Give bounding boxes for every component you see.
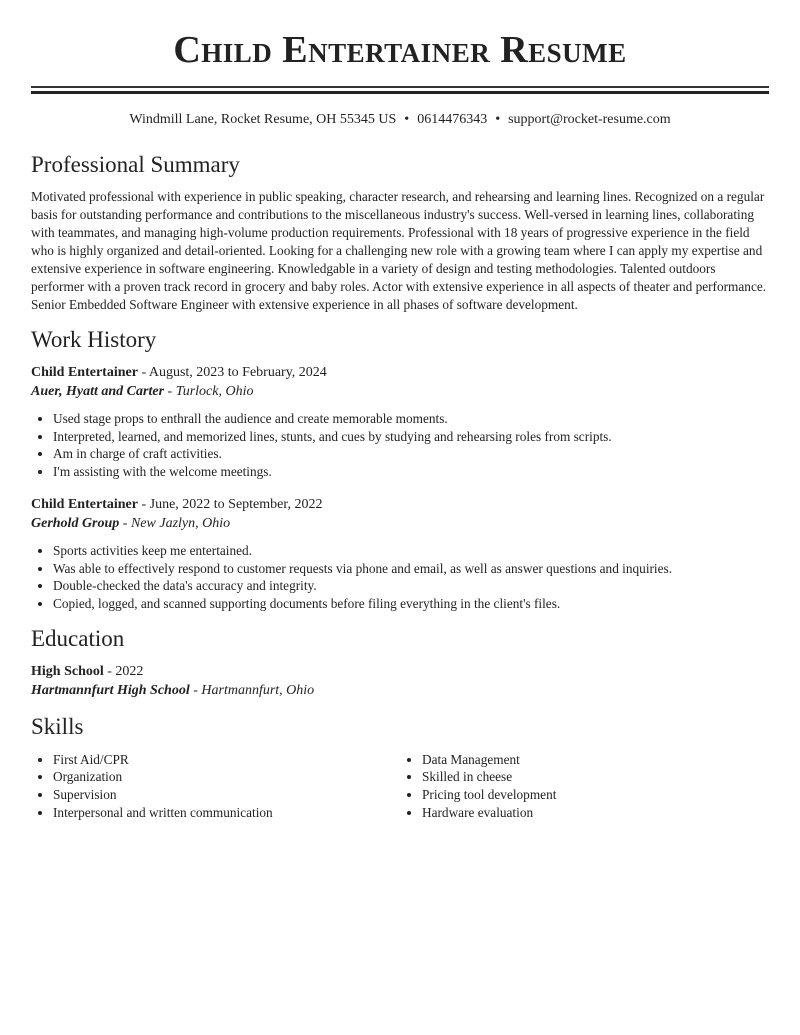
phone: 0614476343	[417, 112, 488, 127]
company-name: Gerhold Group	[31, 515, 120, 531]
education-heading: Education	[31, 625, 125, 651]
separator: •	[404, 112, 410, 127]
skills-right	[400, 751, 769, 822]
education-entry	[31, 663, 769, 701]
list-item: • Am in charge of craft activities.	[53, 445, 769, 463]
list-item: • Skilled in cheese	[422, 768, 769, 786]
list-item: • Hardware evaluation	[422, 804, 769, 822]
skills-heading: Skills	[31, 713, 84, 739]
job-bullets	[31, 542, 769, 613]
divider	[31, 91, 769, 94]
list-item: • First Aid/CPR	[53, 751, 400, 769]
address: Windmill Lane, Rocket Resume, OH 55345 US	[129, 112, 397, 127]
summary-heading: Professional Summary	[31, 152, 240, 177]
work-heading: Work History	[31, 327, 157, 352]
job-dates: - August, 2023 to February, 2024	[137, 365, 327, 380]
company-location: - New Jazlyn, Ohio	[119, 515, 231, 531]
divider	[31, 86, 769, 88]
list-item: • Interpreted, learned, and memorized lines, stunts, and cues by studying and rehearsing roles from scripts.	[53, 428, 769, 446]
job-entry	[31, 496, 769, 613]
job-dates: - June, 2022 to September, 2022	[137, 496, 323, 512]
skills-list	[31, 751, 769, 822]
resume-title: Child Entertainer Resume	[173, 29, 627, 71]
list-item: • Sports activities keep me entertained.	[53, 542, 769, 560]
list-item: • Double-checked the data's accuracy and integrity.	[53, 577, 769, 595]
job-title: Child Entertainer	[31, 365, 138, 380]
company-name: Auer, Hyatt and Carter	[31, 384, 165, 399]
list-item: • Used stage props to enthrall the audience and create memorable moments.	[53, 410, 769, 428]
summary-text: Motivated professional with experience in public speaking, character research, and rehearsing and learning lines. Recognized on a regular basis for outstanding performance and contributions to the miscellaneous industry's success. Well-versed in learning lines, collaborating with teammates, and managing high-volume production requirements. Professional with 18 years of progressive experience in the field who is highly organized and detail-oriented. Looking for a challenging new role with a growing team where I can apply my expertise and extensive experience in software engineering. Knowledgable in a variety of design and testing methodologies. Talented outdoors performer with a proven track record in grocery and baby roles. Actor with extensive experience in all aspects of theater and performance. Senior Embedded Software Engineer with extensive experience in all phases of software development.	[31, 189, 767, 312]
list-item: • Pricing tool development	[422, 786, 769, 804]
list-item: • Copied, logged, and scanned supporting documents before filing everything in the client's files.	[53, 595, 769, 613]
contact-line	[31, 111, 769, 129]
list-item: • Supervision	[53, 786, 400, 804]
separator: •	[495, 112, 501, 127]
school-name: Hartmannfurt High School	[31, 682, 190, 698]
job-title: Child Entertainer	[31, 496, 138, 512]
list-item: • Was able to effectively respond to customer requests via phone and email, as well as answer questions and inquiries.	[53, 560, 769, 578]
company-location: - Turlock, Ohio	[164, 384, 254, 399]
job-bullets	[31, 410, 769, 481]
school-location: - Hartmannfurt, Ohio	[189, 682, 315, 698]
email: support@rocket-resume.com	[508, 112, 671, 127]
list-item: • Data Management	[422, 751, 769, 769]
list-item: • Interpersonal and written communication	[53, 804, 400, 822]
list-item: • I'm assisting with the welcome meetings.	[53, 463, 769, 481]
job-entry	[31, 364, 769, 481]
degree: High School	[31, 663, 104, 679]
skills-left	[31, 751, 400, 822]
year: - 2022	[103, 663, 144, 679]
list-item: • Organization	[53, 768, 400, 786]
